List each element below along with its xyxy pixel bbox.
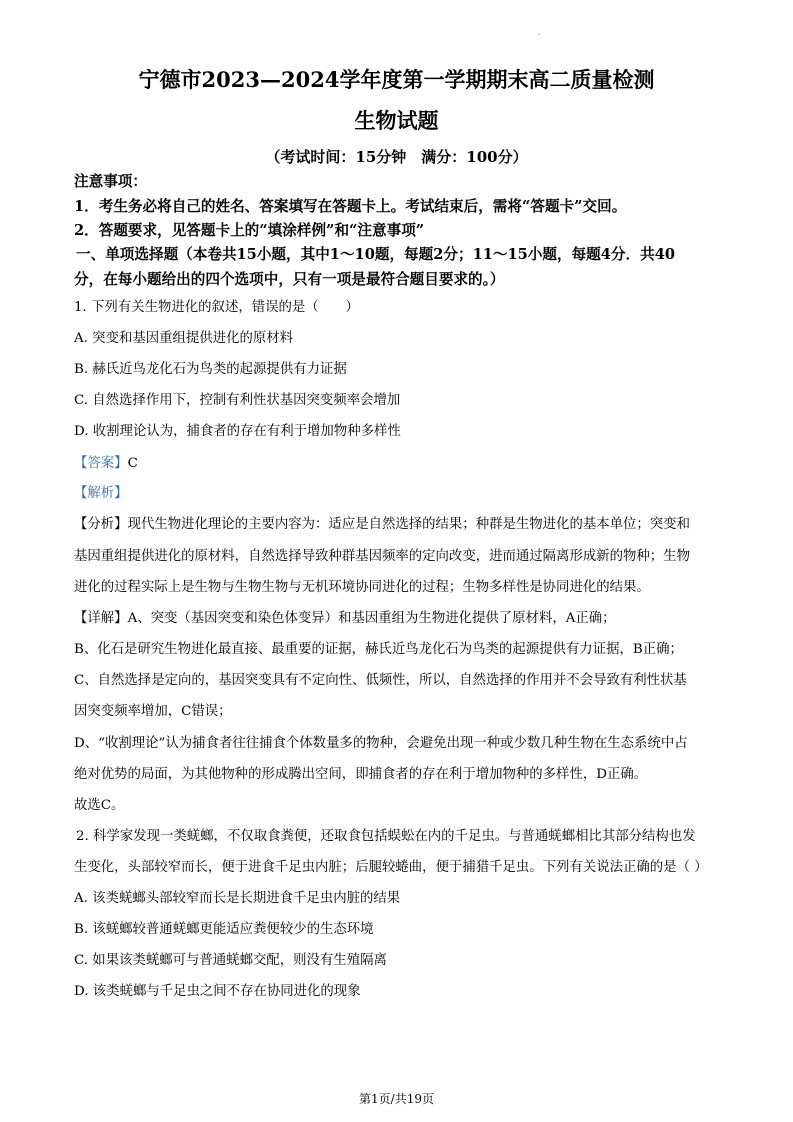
analysis-tag: 【解析】 [74, 486, 128, 501]
notice-heading: 注意事项： [74, 173, 147, 190]
fenxi-tag: 【分析】 [74, 517, 128, 532]
q1-detail-line-5: D、“收割理论”认为捕食者往往捕食个体数量多的物种，会避免出现一种或少数几种生物在生态系统中占 [74, 736, 688, 751]
notice-item-2: 2．答题要求，见答题卡上的“填涂样例”和“注意事项” [74, 222, 425, 239]
q1-fenxi-line-1 [74, 515, 724, 535]
q1-fenxi-line-2: 基因重组提供进化的原材料，自然选择导致种群基因频率的定向改变，进而通过隔离形成新的物种；生物 [74, 549, 690, 564]
q2-option-d: D. 该类蜣螂与千足虫之间不存在协同进化的现象 [74, 984, 361, 999]
q2-option-b: B. 该蜣螂较普通蜣螂更能适应粪便较少的生态环境 [74, 922, 374, 937]
notice-item-1: 1．考生务必将自己的姓名、答案填写在答题卡上。考试结束后，需将“答题卡”交回。 [74, 198, 627, 215]
subject-title: 生物试题 [354, 108, 439, 133]
detail-text-1: A、突变（基因突变和染色体变异）和基因重组为生物进化提供了原材料，A正确； [127, 611, 616, 626]
q1-fenxi-line-3: 进化的过程实际上是生物与生物生物与无机环境协同进化的过程；生物多样性是协同进化的结果。 [74, 580, 650, 595]
page-number: 第1页/共19页 [359, 1092, 434, 1106]
q1-option-c: C. 自然选择作用下，控制有利性状基因突变频率会增加 [74, 393, 401, 408]
q1-conclusion: 故选C。 [74, 798, 125, 813]
q2-option-c: C. 如果该类蜣螂可与普通蜣螂交配，则没有生殖隔离 [74, 953, 387, 968]
q2-option-a: A. 该类蜣螂头部较窄而长是长期进食千足虫内脏的结果 [74, 891, 401, 906]
q1-option-b: B. 赫氏近鸟龙化石为鸟类的起源提供有力证据 [74, 362, 347, 377]
q1-option-d: D. 收割理论认为，捕食者的存在有利于增加物种多样性 [74, 424, 401, 439]
q1-stem: 1. 下列有关生物进化的叙述，错误的是（ ） [74, 300, 359, 315]
scan-dot: . [538, 28, 541, 37]
q1-detail-line-4: 因突变频率增加，C错误； [74, 704, 232, 719]
section-heading-line-1: 一、单项选择题（本卷共15小题，其中1～10题，每题2分；11～15小题，每题4分．共40 [76, 246, 676, 263]
q2-stem-line-1: 2. 科学家发现一类蜣螂，不仅取食粪便，还取食包括蜈蚣在内的千足虫。与普通蜣螂相比其部分结构也发 [76, 829, 696, 844]
fenxi-text-1: 现代生物进化理论的主要内容为：适应是自然选择的结果；种群是生物进化的基本单位；突变和 [127, 517, 690, 532]
q2-stem-line-2: 生变化，头部较窄而长，便于进食千足虫内脏；后腿较蜷曲，便于捕猎千足虫。下列有关说法正确的是（ ） [74, 860, 708, 875]
exam-title: 宁德市2023—2024学年度第一学期期末高二质量检测 [138, 67, 655, 92]
q1-detail-line-3: C、自然选择是定向的，基因突变具有不定向性、低频性，所以，自然选择的作用并不会导致有利性状基 [74, 673, 687, 688]
q1-detail-line-6: 绝对优势的局面，为其他物种的形成腾出空间，即捕食者的存在利于增加物种的多样性，D正确。 [74, 767, 648, 782]
q1-detail-line-1 [74, 609, 724, 629]
q1-option-a: A. 突变和基因重组提供进化的原材料 [74, 331, 294, 346]
answer-tag: 【答案】 [74, 456, 128, 471]
section-heading-line-2: 分，在每小题给出的四个选项中，只有一项是最符合题目要求的。） [74, 271, 505, 288]
exam-info: （考试时间：15分钟 满分：100分） [265, 148, 528, 166]
answer-value: C [127, 456, 138, 471]
q1-answer [74, 454, 724, 474]
q1-detail-line-2: B、化石是研究生物进化最直接、最重要的证据，赫氏近鸟龙化石为鸟类的起源提供有力证据，B正确； [74, 642, 683, 657]
detail-tag: 【详解】 [74, 611, 128, 626]
q1-analysis [74, 484, 724, 504]
